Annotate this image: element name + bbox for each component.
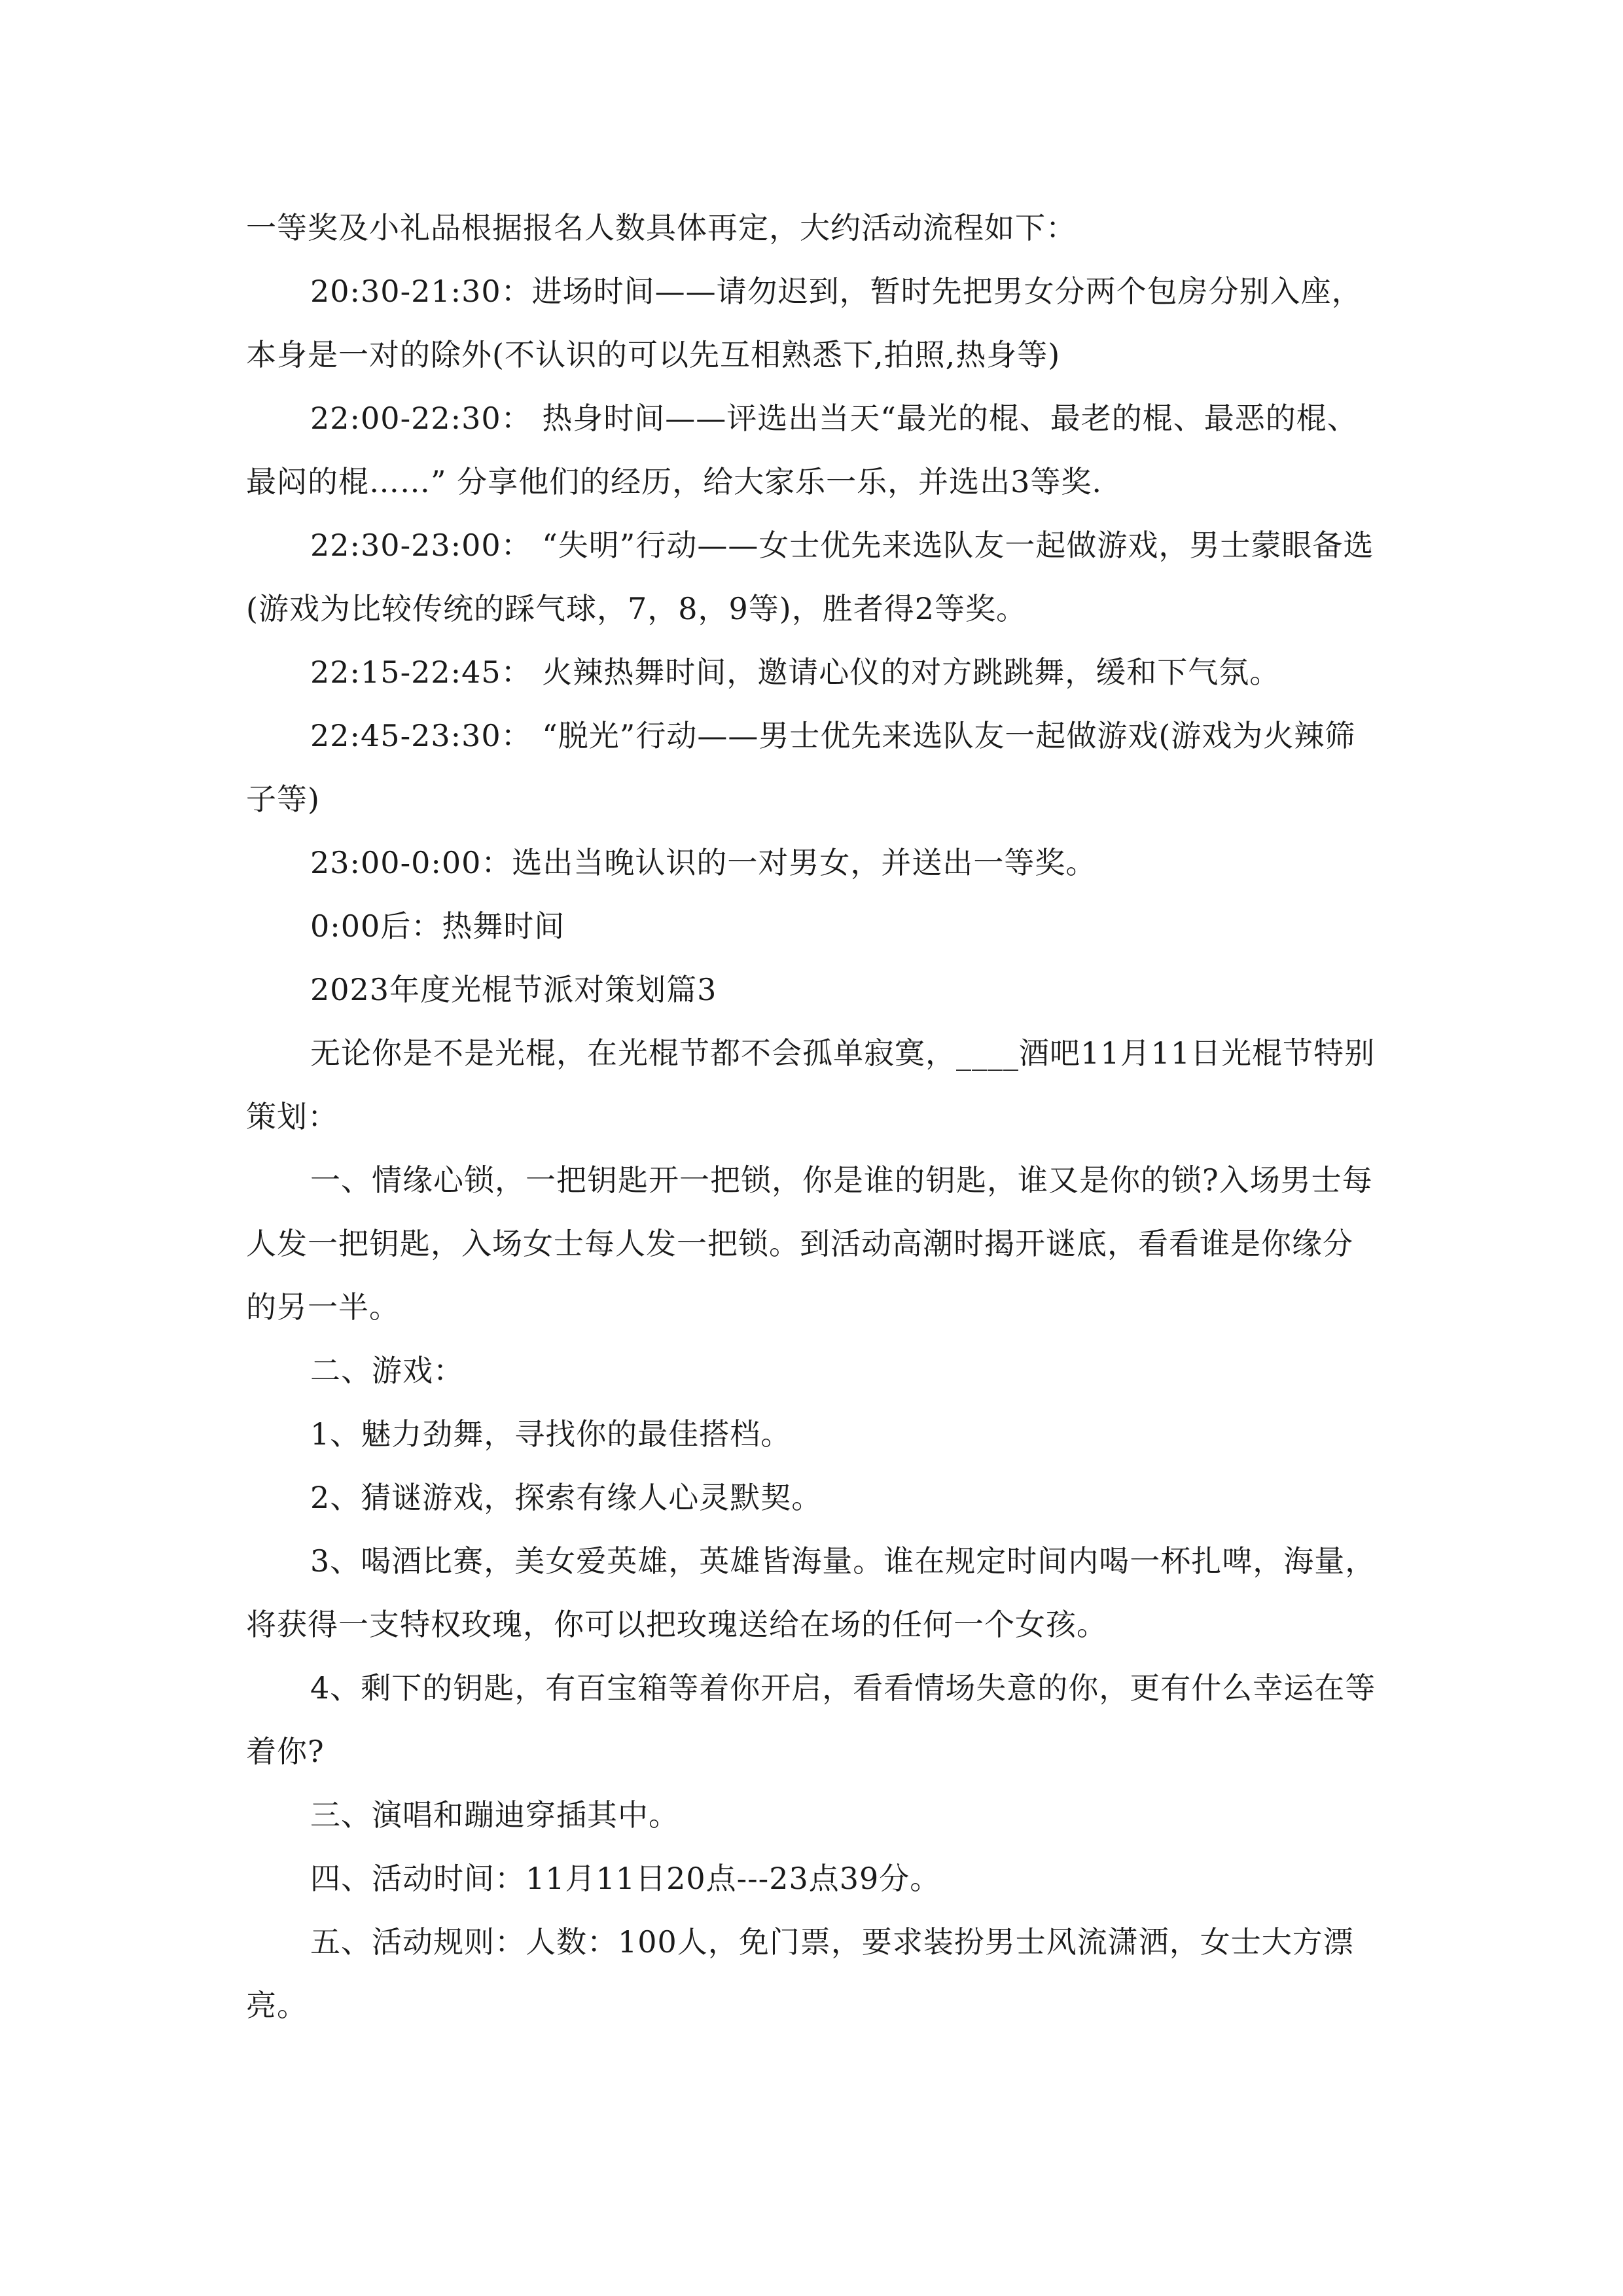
paragraph-item-2-heading: 二、游戏： [310,1353,464,1388]
paragraph-game-2: 2、猜谜游戏，探索有缘人心灵默契。 [310,1480,823,1515]
paragraph-schedule-award: 23:00-0:00：选出当晚认识的一对男女，并送出一等奖。 [310,845,1097,880]
paragraph-schedule-entry: 20:30-21:30：进场时间——请勿迟到，暂时先把男女分两个包房分别入座，本身是一对的除外(不认识的可以先互相熟悉下,拍照,热身等) [246,274,1363,372]
paragraph-item-5: 五、活动规则：人数：100人，免门票，要求装扮男士风流潇洒，女士大方漂亮。 [246,1924,1354,2023]
paragraph-item-3: 三、演唱和蹦迪穿插其中。 [310,1797,679,1833]
paragraph-game-4: 4、剩下的钥匙，有百宝箱等着你开启，看看情场失意的你，更有什么幸运在等着你? [246,1670,1376,1769]
section-heading: 2023年度光棍节派对策划篇3 [310,972,717,1007]
paragraph-schedule-blind: 22:30-23:00： “失明”行动——女士优先来选队友一起做游戏，男士蒙眼备选(游戏为比较传统的踩气球，7，8，9等)，胜者得2等奖。 [246,528,1374,626]
paragraph-item-4: 四、活动时间：11月11日20点---23点39分。 [310,1861,941,1896]
paragraph-game-3: 3、喝酒比赛，美女爱英雄，英雄皆海量。谁在规定时间内喝一杯扎啤，海量，将获得一支特权玫瑰，你可以把玫瑰送给在场的任何一个女孩。 [246,1543,1376,1642]
paragraph-item-1: 一、情缘心锁，一把钥匙开一把锁，你是谁的钥匙，谁又是你的锁?入场男士每人发一把钥匙，入场女士每人发一把锁。到活动高潮时揭开谜底，看看谁是你缘分的另一半。 [246,1162,1373,1325]
paragraph-schedule-tuoguang: 22:45-23:30： “脱光”行动——男士优先来选队友一起做游戏(游戏为火辣筛子等) [246,718,1356,817]
paragraph-section-intro: 无论你是不是光棍，在光棍节都不会孤单寂寞，____酒吧11月11日光棍节特别策划： [246,1035,1376,1134]
document-body [246,196,1378,2037]
paragraph-intro: 一等奖及小礼品根据报名人数具体再定，大约活动流程如下： [246,210,1077,245]
paragraph-schedule-dance: 22:15-22:45： 火辣热舞时间，邀请心仪的对方跳跳舞，缓和下气氛。 [310,655,1281,690]
paragraph-schedule-after: 0:00后：热舞时间 [310,908,565,944]
paragraph-game-1: 1、魅力劲舞，寻找你的最佳搭档。 [310,1416,792,1452]
paragraph-schedule-warmup: 22:00-22:30： 热身时间——评选出当天“最光的棍、最老的棍、最恶的棍、最闷的棍……” 分享他们的经历，给大家乐一乐，并选出3等奖. [246,401,1358,499]
